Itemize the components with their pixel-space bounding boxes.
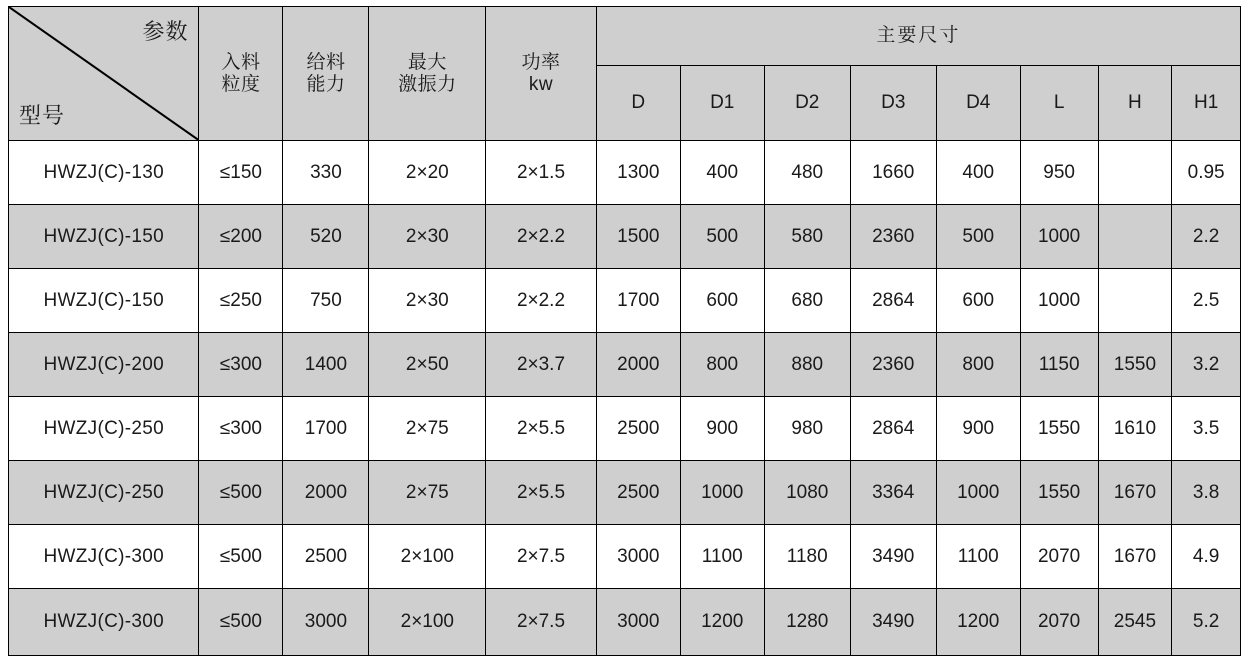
cell-d: 1700 bbox=[596, 269, 680, 333]
cell-d1: 1100 bbox=[680, 525, 764, 589]
cell-h1: 3.5 bbox=[1172, 397, 1241, 461]
cell-capacity: 2500 bbox=[283, 525, 369, 589]
cell-h1: 3.8 bbox=[1172, 461, 1241, 525]
cell-d3: 2360 bbox=[850, 205, 936, 269]
header-max-force-line1: 最大 bbox=[407, 51, 447, 73]
cell-d1: 800 bbox=[680, 333, 764, 397]
header-dim-d: D bbox=[596, 66, 680, 141]
cell-power: 2×5.5 bbox=[486, 397, 597, 461]
cell-d2: 1280 bbox=[764, 589, 850, 656]
cell-d4: 800 bbox=[936, 333, 1020, 397]
cell-max-force: 2×75 bbox=[369, 461, 486, 525]
cell-model: HWZJ(C)-200 bbox=[9, 333, 199, 397]
cell-d1: 900 bbox=[680, 397, 764, 461]
cell-d: 2000 bbox=[596, 333, 680, 397]
cell-capacity: 1400 bbox=[283, 333, 369, 397]
table-row bbox=[9, 269, 1241, 333]
cell-d2: 980 bbox=[764, 397, 850, 461]
cell-d4: 1000 bbox=[936, 461, 1020, 525]
cell-model: HWZJ(C)-250 bbox=[9, 461, 199, 525]
cell-power: 2×2.2 bbox=[486, 205, 597, 269]
cell-capacity: 3000 bbox=[283, 589, 369, 656]
cell-l: 1000 bbox=[1020, 205, 1098, 269]
cell-capacity: 2000 bbox=[283, 461, 369, 525]
cell-model: HWZJ(C)-300 bbox=[9, 589, 199, 656]
table-row bbox=[9, 589, 1241, 656]
cell-d1: 1200 bbox=[680, 589, 764, 656]
cell-l: 2070 bbox=[1020, 589, 1098, 656]
cell-capacity: 330 bbox=[283, 141, 369, 205]
cell-power: 2×1.5 bbox=[486, 141, 597, 205]
cell-d: 1500 bbox=[596, 205, 680, 269]
cell-l: 950 bbox=[1020, 141, 1098, 205]
cell-h1: 5.2 bbox=[1172, 589, 1241, 656]
header-dim-d3: D3 bbox=[850, 66, 936, 141]
table-row bbox=[9, 333, 1241, 397]
cell-capacity: 520 bbox=[283, 205, 369, 269]
cell-h: 2545 bbox=[1098, 589, 1172, 656]
cell-max-force: 2×100 bbox=[369, 589, 486, 656]
cell-max-force: 2×100 bbox=[369, 525, 486, 589]
cell-d4: 600 bbox=[936, 269, 1020, 333]
cell-l: 1550 bbox=[1020, 461, 1098, 525]
cell-max-force: 2×50 bbox=[369, 333, 486, 397]
cell-d1: 400 bbox=[680, 141, 764, 205]
cell-max-force: 2×75 bbox=[369, 397, 486, 461]
header-power bbox=[486, 7, 597, 141]
cell-h bbox=[1098, 141, 1172, 205]
cell-capacity: 1700 bbox=[283, 397, 369, 461]
cell-model: HWZJ(C)-150 bbox=[9, 205, 199, 269]
cell-capacity: 750 bbox=[283, 269, 369, 333]
cell-l: 1150 bbox=[1020, 333, 1098, 397]
cell-d4: 900 bbox=[936, 397, 1020, 461]
cell-d3: 3490 bbox=[850, 589, 936, 656]
cell-d1: 500 bbox=[680, 205, 764, 269]
header-power-line2: kw bbox=[528, 73, 554, 95]
cell-power: 2×5.5 bbox=[486, 461, 597, 525]
cell-feed-size: ≤500 bbox=[199, 589, 283, 656]
cell-d3: 2864 bbox=[850, 269, 936, 333]
header-max-exciting-force bbox=[369, 7, 486, 141]
cell-d2: 480 bbox=[764, 141, 850, 205]
table-row bbox=[9, 205, 1241, 269]
corner-parameter-label: 参数 bbox=[142, 19, 189, 44]
cell-feed-size: ≤500 bbox=[199, 461, 283, 525]
header-feed-size-line1: 入料 bbox=[221, 51, 261, 73]
cell-d3: 1660 bbox=[850, 141, 936, 205]
cell-d: 1300 bbox=[596, 141, 680, 205]
cell-feed-size: ≤300 bbox=[199, 333, 283, 397]
corner-model-label: 型号 bbox=[19, 102, 66, 128]
header-dim-h: H bbox=[1098, 66, 1172, 141]
header-feed-size bbox=[199, 7, 283, 141]
cell-d4: 1200 bbox=[936, 589, 1020, 656]
specification-table bbox=[8, 6, 1241, 656]
header-capacity-line1: 给料 bbox=[306, 51, 346, 73]
header-capacity-line2: 能力 bbox=[306, 73, 346, 95]
table-header-row-1 bbox=[9, 7, 1241, 66]
cell-d2: 880 bbox=[764, 333, 850, 397]
cell-d2: 1180 bbox=[764, 525, 850, 589]
cell-feed-size: ≤200 bbox=[199, 205, 283, 269]
cell-d4: 500 bbox=[936, 205, 1020, 269]
header-dim-d1: D1 bbox=[680, 66, 764, 141]
header-dim-l: L bbox=[1020, 66, 1098, 141]
cell-d: 2500 bbox=[596, 461, 680, 525]
cell-d1: 600 bbox=[680, 269, 764, 333]
cell-h1: 2.2 bbox=[1172, 205, 1241, 269]
cell-h bbox=[1098, 269, 1172, 333]
cell-model: HWZJ(C)-150 bbox=[9, 269, 199, 333]
cell-h bbox=[1098, 205, 1172, 269]
cell-feed-size: ≤150 bbox=[199, 141, 283, 205]
cell-d3: 2360 bbox=[850, 333, 936, 397]
cell-d3: 2864 bbox=[850, 397, 936, 461]
table-row bbox=[9, 525, 1241, 589]
cell-max-force: 2×30 bbox=[369, 269, 486, 333]
header-feed-size-line2: 粒度 bbox=[221, 73, 261, 95]
cell-d3: 3364 bbox=[850, 461, 936, 525]
cell-h: 1550 bbox=[1098, 333, 1172, 397]
cell-d: 3000 bbox=[596, 589, 680, 656]
cell-h1: 3.2 bbox=[1172, 333, 1241, 397]
header-dim-h1: H1 bbox=[1172, 66, 1241, 141]
cell-power: 2×7.5 bbox=[486, 589, 597, 656]
cell-l: 1550 bbox=[1020, 397, 1098, 461]
cell-d2: 680 bbox=[764, 269, 850, 333]
cell-l: 2070 bbox=[1020, 525, 1098, 589]
cell-d2: 1080 bbox=[764, 461, 850, 525]
table-row bbox=[9, 461, 1241, 525]
cell-h: 1610 bbox=[1098, 397, 1172, 461]
cell-power: 2×7.5 bbox=[486, 525, 597, 589]
cell-l: 1000 bbox=[1020, 269, 1098, 333]
cell-power: 2×2.2 bbox=[486, 269, 597, 333]
specification-table-container bbox=[8, 6, 1241, 656]
header-dim-d2: D2 bbox=[764, 66, 850, 141]
cell-d: 3000 bbox=[596, 525, 680, 589]
cell-model: HWZJ(C)-250 bbox=[9, 397, 199, 461]
cell-d4: 1100 bbox=[936, 525, 1020, 589]
cell-h: 1670 bbox=[1098, 525, 1172, 589]
cell-d4: 400 bbox=[936, 141, 1020, 205]
header-main-dimensions: 主要尺寸 bbox=[596, 7, 1240, 66]
header-dim-d4: D4 bbox=[936, 66, 1020, 141]
cell-feed-size: ≤250 bbox=[199, 269, 283, 333]
header-power-line1: 功率 bbox=[521, 51, 561, 73]
cell-h1: 4.9 bbox=[1172, 525, 1241, 589]
cell-d2: 580 bbox=[764, 205, 850, 269]
cell-h1: 0.95 bbox=[1172, 141, 1241, 205]
table-row bbox=[9, 141, 1241, 205]
cell-h: 1670 bbox=[1098, 461, 1172, 525]
corner-cell-parameter-model bbox=[9, 7, 199, 141]
cell-model: HWZJ(C)-130 bbox=[9, 141, 199, 205]
cell-max-force: 2×20 bbox=[369, 141, 486, 205]
cell-power: 2×3.7 bbox=[486, 333, 597, 397]
cell-d: 2500 bbox=[596, 397, 680, 461]
cell-max-force: 2×30 bbox=[369, 205, 486, 269]
cell-feed-size: ≤300 bbox=[199, 397, 283, 461]
header-max-force-line2: 激振力 bbox=[398, 73, 457, 95]
cell-d3: 3490 bbox=[850, 525, 936, 589]
cell-feed-size: ≤500 bbox=[199, 525, 283, 589]
cell-d1: 1000 bbox=[680, 461, 764, 525]
cell-h1: 2.5 bbox=[1172, 269, 1241, 333]
header-capacity bbox=[283, 7, 369, 141]
cell-model: HWZJ(C)-300 bbox=[9, 525, 199, 589]
table-row bbox=[9, 397, 1241, 461]
